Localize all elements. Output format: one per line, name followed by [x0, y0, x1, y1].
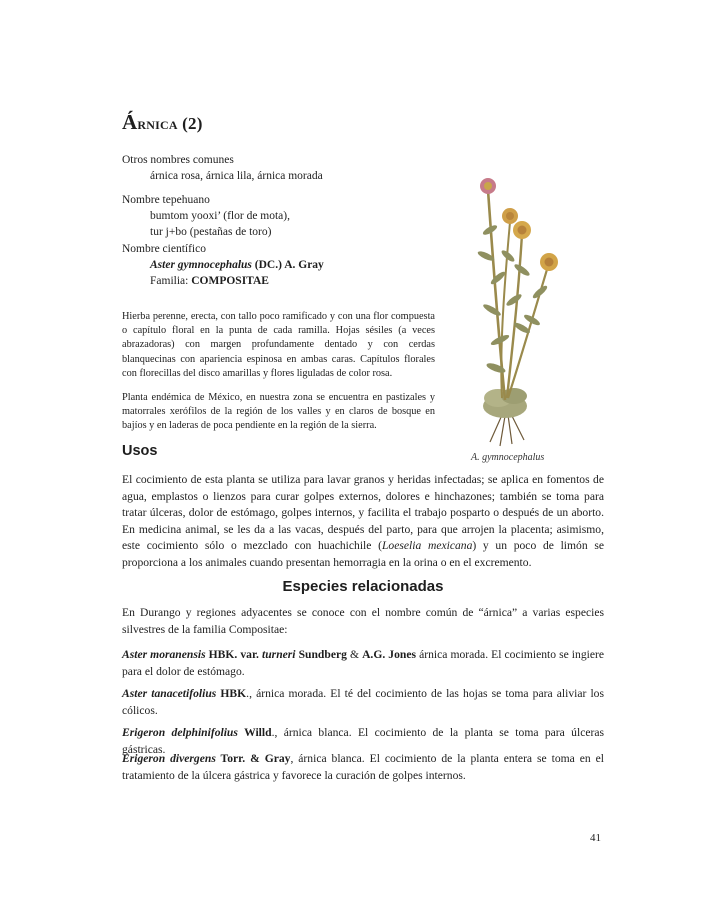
authority-1: (DC.): [251, 259, 285, 271]
common-names-label: Otros nombres comunes: [122, 154, 234, 166]
species-item-1: [122, 647, 604, 680]
species-item-4: [122, 751, 604, 784]
species-4-desc: , árnica blanca. El cocimiento de la planta entera se toma en el tratamiento de la úlcera gástrica y favorece la curación de golpes internos.: [122, 752, 604, 782]
title-rest: rnica: [137, 114, 178, 133]
species-1-name: Aster moranensis: [122, 648, 206, 661]
species-1-desc: árnica morada. El cocimiento se ingiere para el dolor de estómago.: [122, 648, 604, 678]
tepehuano-line-1: bumtom yooxi’ (flor de mota),: [150, 210, 290, 222]
usos-text-b: ) y un poco de limón se proporciona a los animales cuando presentan hemorragia en la orina o en el excremento.: [122, 539, 604, 569]
species-name: Aster gymnocephalus: [150, 259, 252, 271]
species-1-amp: &: [346, 648, 363, 661]
species-1-authority-3: A.G. Jones: [362, 648, 417, 661]
species-1-authority-2: Sundberg: [295, 648, 347, 661]
scientific-name: [122, 257, 324, 273]
species-4-name: Erigeron divergens: [122, 752, 216, 765]
description-paragraph-1: Hierba perenne, erecta, con tallo poco ramificado y con una flor compuesta o capítulo floral en la punta de cada ramilla. Hojas sésiles (a veces abrazadoras) con margen profundamente dentado y con cerdas blanquecinas con apariencia espinosa en ambas caras. Capítulos florales con florecillas del disco amarillas y flores liguladas de color rosa.: [122, 311, 435, 379]
species-2-authority: HBK: [216, 687, 247, 700]
plant-illustration: [450, 160, 580, 450]
scientific-name-block: [122, 241, 324, 289]
usos-heading: Usos: [122, 443, 158, 459]
usos-text: [122, 472, 604, 572]
authority-2: A. Gray: [284, 259, 324, 271]
species-1-authority: HBK: [205, 648, 235, 661]
plant-drawing: [450, 160, 580, 450]
species-item-2: [122, 686, 604, 719]
tepehuano-label: Nombre tepehuano: [122, 194, 210, 206]
description-paragraph-2: Planta endémica de México, en nuestra zona se encuentra en pastizales y matorrales xerófilos de la región de los valles y en claros de bosque en bajíos y en laderas de poca pendiente en la región de la sierra.: [122, 392, 435, 432]
common-names-value: árnica rosa, árnica lila, árnica morada: [150, 170, 323, 182]
tepehuano-block: [122, 192, 290, 240]
species-4-amp: . &: [242, 752, 265, 765]
species-2-name: Aster tanacetifolius: [122, 687, 217, 700]
usos-text-a: El cocimiento de esta planta se utiliza para lavar granos y heridas infectadas; se aplica en fomentos de agua, emplastos o lienzos para curar golpes externos, dolores e hinchazones; también se toma para tratar úlceras, dolor de estómago, golpes internos, y facilita el trabajo posparto o después de un aborto. En medicina animal, se les da a las vacas, después del parto, para que arrojen la placenta; asimismo, este cocimiento sólo o mezclado con huachichile (: [122, 473, 604, 553]
title-initial: Á: [122, 110, 138, 134]
related-species-intro: En Durango y regiones adyacentes se conoce con el nombre común de “árnica” a varias especies silvestres de la familia Compositae:: [122, 606, 604, 636]
description: [122, 310, 435, 434]
common-names-block: [122, 152, 323, 184]
species-4-authority-2: Gray: [264, 752, 291, 765]
family-label: Familia:: [150, 275, 192, 287]
title-suffix: (2): [177, 114, 203, 133]
species-1-variety: turneri: [262, 648, 296, 661]
related-species-heading: Especies relacionadas: [282, 578, 444, 595]
family-name: COMPOSITAE: [191, 275, 269, 287]
species-2-desc: ., árnica morada. El té del cocimiento de las hojas se toma para aliviar los cólicos.: [122, 687, 604, 717]
species-1-var: . var.: [234, 648, 263, 661]
species-3-name: Erigeron delphinifolius: [122, 726, 238, 739]
page-title: [122, 110, 203, 135]
species-3-authority: Willd: [237, 726, 272, 739]
usos-species: Loeselia mexicana: [381, 539, 473, 553]
tepehuano-line-2: tur j+bo (pestañas de toro): [150, 226, 272, 238]
species-3-desc: ., árnica blanca. El cocimiento de la planta se toma para úlceras gástricas.: [122, 726, 605, 756]
scientific-label: Nombre científico: [122, 243, 206, 255]
species-4-authority: Torr: [215, 752, 243, 765]
family-line: [122, 273, 324, 289]
page-number: 41: [590, 832, 601, 844]
figure-caption: A. gymnocephalus: [471, 452, 545, 463]
